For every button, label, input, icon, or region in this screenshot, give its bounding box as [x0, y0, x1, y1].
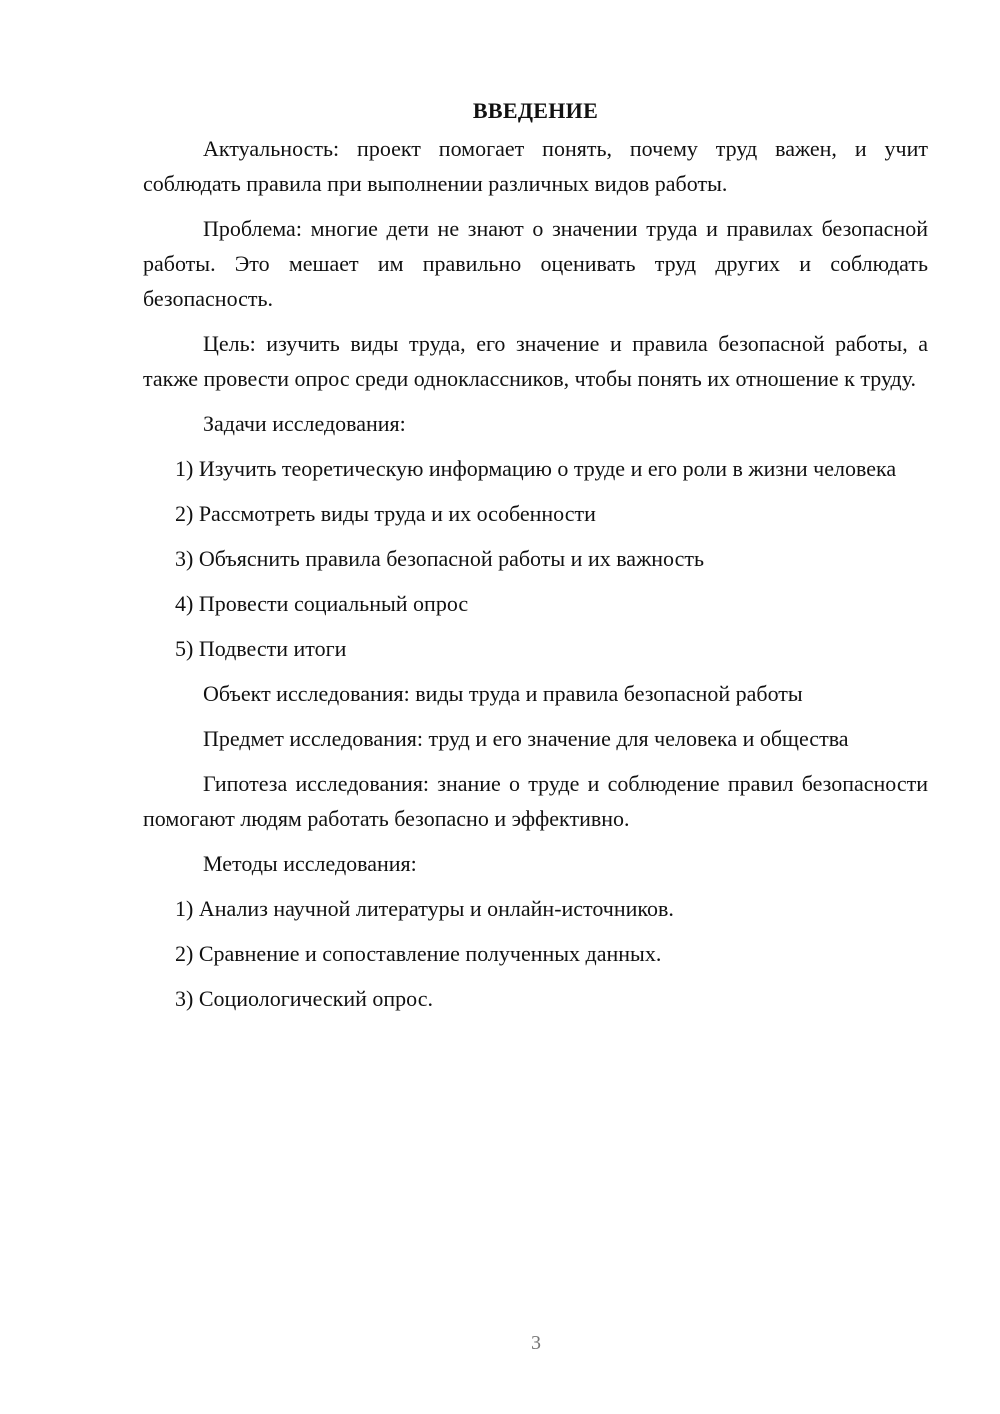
method-item: 1) Анализ научной литературы и онлайн-источников. [175, 896, 674, 921]
page-number: 3 [531, 1332, 541, 1354]
methods-heading: Методы исследования: [203, 851, 417, 876]
task-item: 3) Объяснить правила безопасной работы и их важность [175, 546, 705, 571]
method-item: 3) Социологический опрос. [175, 986, 433, 1011]
task-item: 4) Провести социальный опрос [175, 591, 469, 616]
document-page [143, 95, 928, 1026]
object-paragraph: Объект исследования: виды труда и правила безопасной работы [203, 681, 803, 706]
task-item: 1) Изучить теоретическую информацию о труде и его роли в жизни человека [175, 456, 897, 481]
relevance-paragraph: Актуальность: проект помогает понять, почему труд важен, и учит соблюдать правила при выполнении различных видов работы. [143, 136, 928, 196]
task-item: 2) Рассмотреть виды труда и их особенности [175, 501, 596, 526]
tasks-heading: Задачи исследования: [203, 411, 406, 436]
task-item: 5) Подвести итоги [175, 636, 347, 661]
method-item: 2) Сравнение и сопоставление полученных данных. [175, 941, 662, 966]
section-title: ВВЕДЕНИЕ [472, 98, 599, 123]
problem-paragraph: Проблема: многие дети не знают о значении труда и правилах безопасной работы. Это мешает им правильно оценивать труд других и соблюдать безопасность. [143, 216, 928, 311]
goal-paragraph: Цель: изучить виды труда, его значение и правила безопасной работы, а также провести опрос среди одноклассников, чтобы понять их отношение к труду. [143, 331, 928, 391]
hypothesis-paragraph: Гипотеза исследования: знание о труде и соблюдение правил безопасности помогают людям работать безопасно и эффективно. [143, 771, 928, 831]
subject-paragraph: Предмет исследования: труд и его значение для человека и общества [203, 726, 849, 751]
